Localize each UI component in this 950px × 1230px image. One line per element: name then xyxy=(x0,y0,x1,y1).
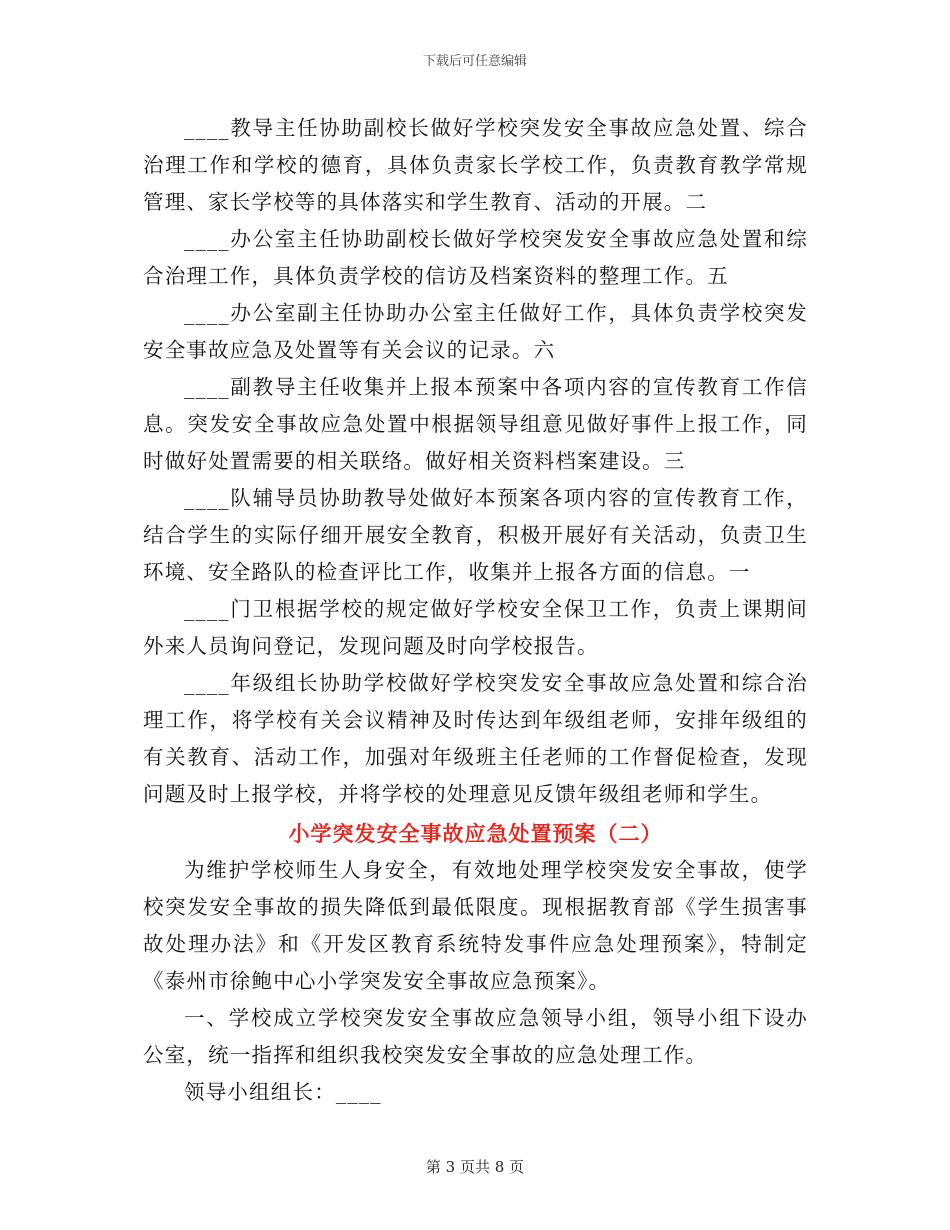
paragraph-office-deputy: ____办公室副主任协助办公室主任做好工作，具体负责学校突发安全事故应急及处置等有关会议的记录。六 xyxy=(143,301,808,362)
paragraph-deputy-teaching-director: ____副教导主任收集并上报本预案中各项内容的宣传教育工作信息。突发安全事故应急处置中根据领导组意见做好事件上报工作，同时做好处置需要的相关联络。做好相关资料档案建设。三 xyxy=(143,375,808,473)
paragraph-group-leader: 领导小组组长：____ xyxy=(184,1080,382,1104)
paragraph-grade-leader: ____年级组长协助学校做好学校突发安全事故应急处置和综合治理工作，将学校有关会议精神及时传达到年级组老师，安排年级组的有关教育、活动工作，加强对年级班主任老师的工作督促检查，发现问题及时上报学校，并将学校的处理意见反馈年级组老师和学生。 xyxy=(143,671,808,806)
paragraph-guard: ____门卫根据学校的规定做好学校安全保卫工作，负责上课期间外来人员询问登记，发现问题及时向学校报告。 xyxy=(143,597,808,658)
paragraph-teaching-director: ____教导主任协助副校长做好学校突发安全事故应急处置、综合治理工作和学校的德育，具体负责家长学校工作，负责教育教学常规管理、家长学校等的具体落实和学生教育、活动的开展。二 xyxy=(143,116,808,214)
paragraph-intro: 为维护学校师生人身安全，有效地处理学校突发安全事故，使学校突发安全事故的损失降低到最低限度。现根据教育部《学生损害事故处理办法》和《开发区教育系统特发事件应急处理预案》，特制定《泰州市徐鲍中心小学突发安全事故应急预案》。 xyxy=(143,858,808,993)
document-body xyxy=(143,110,808,1111)
paragraph-office-director: ____办公室主任协助副校长做好学校突发安全事故应急处置和综合治理工作，具体负责学校的信访及档案资料的整理工作。五 xyxy=(143,227,808,288)
page-footer: 第 3 页共 8 页 xyxy=(425,1158,525,1176)
section-title: 小学突发安全事故应急处置预案（二） xyxy=(288,821,663,846)
paragraph-counselor: ____队辅导员协助教导处做好本预案各项内容的宣传教育工作，结合学生的实际仔细开展安全教育，积极开展好有关活动，负责卫生环境、安全路队的检查评比工作，收集并上报各方面的信息。一 xyxy=(143,486,808,584)
paragraph-leading-group: 一、学校成立学校突发安全事故应急领导小组，领导小组下设办公室，统一指挥和组织我校突发安全事故的应急处理工作。 xyxy=(143,1006,808,1067)
page-header: 下载后可任意编辑 xyxy=(422,54,527,69)
